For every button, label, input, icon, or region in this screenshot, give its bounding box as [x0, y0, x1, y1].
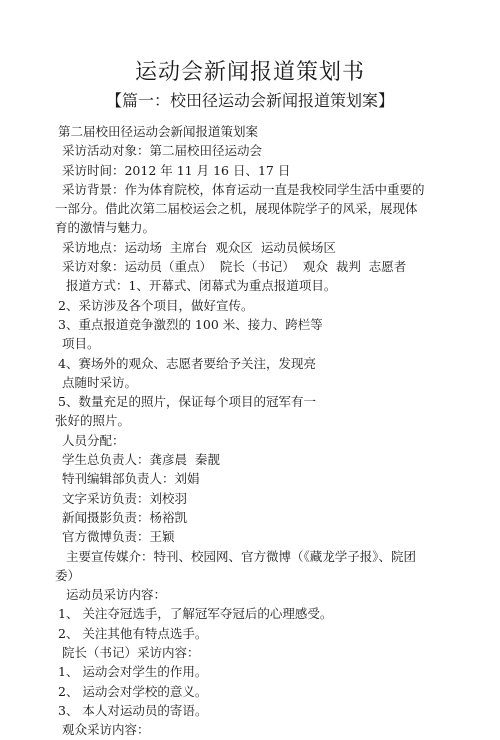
body-line: 第二届校田径运动会新闻报道策划案	[58, 124, 259, 139]
body-line: 新闻摄影负责：杨裕凯	[58, 509, 187, 525]
body-line: 采访背景：作为体育院校，体育运动一直是我校同学生活中重要的	[58, 181, 425, 197]
body-line: 观众采访内容：	[58, 722, 150, 738]
body-line: 1、 运动会对学生的作用。	[58, 664, 208, 680]
body-line: 报道方式：1、开幕式、闭幕式为重点报道项目。	[58, 278, 337, 294]
body-line: 委）	[55, 567, 81, 583]
body-line: 4、赛场外的观众、志愿者要给予关注，发现亮	[58, 355, 316, 371]
body-line: 人员分配：	[58, 432, 125, 448]
body-line: 点随时采访。	[58, 374, 137, 390]
body-line: 3、重点报道竞争激烈的 100 米、接力、跨栏等	[58, 316, 323, 332]
body-line: 官方微博负责：王颖	[58, 529, 175, 545]
body-line: 张好的照片。	[55, 413, 131, 429]
body-line: 采访活动对象：第二届校田径运动会	[58, 143, 262, 159]
body-line: 采访对象：运动员（重点） 院长（书记） 观众 裁判 志愿者	[58, 259, 407, 275]
body-line: 院长（书记）采访内容：	[58, 645, 200, 661]
body-line: 1、 关注夺冠选手，了解冠军夺冠后的心理感受。	[58, 606, 333, 622]
body-line: 采访时间：2012 年 11 月 16 日、17 日	[58, 162, 291, 178]
body-line: 3、 本人对运动员的寄语。	[58, 702, 208, 718]
body-line: 育的激情与魅力。	[55, 220, 156, 236]
document-body	[55, 122, 478, 740]
body-line: 5、数量充足的照片，保证每个项目的冠军有一	[58, 394, 316, 410]
body-line: 运动员采访内容：	[58, 587, 166, 603]
body-line: 文字采访负责：刘校羽	[58, 490, 187, 506]
body-line: 采访地点：运动场 主席台 观众区 运动员候场区	[58, 239, 336, 255]
body-line: 学生总负责人：龚彦晨 秦靓	[58, 452, 220, 468]
body-line: 主要宣传媒介：特刊、校园网、官方微博（《藏龙学子报》、院团	[58, 548, 416, 564]
document-subtitle: 【篇一：校田径运动会新闻报道策划案】	[105, 91, 394, 110]
body-line: 2、采访涉及各个项目，做好宣传。	[58, 297, 254, 313]
body-line: 一部分。借此次第二届校运会之机，展现体院学子的风采，展现体	[55, 201, 418, 217]
document-title: 运动会新闻报道策划书	[134, 60, 365, 85]
body-line: 2、 运动会对学校的意义。	[58, 683, 208, 699]
body-line: 2、 关注其他有特点选手。	[58, 625, 208, 641]
body-line: 项目。	[58, 336, 100, 352]
body-line: 特刊编辑部负责人：刘娟	[58, 471, 200, 487]
